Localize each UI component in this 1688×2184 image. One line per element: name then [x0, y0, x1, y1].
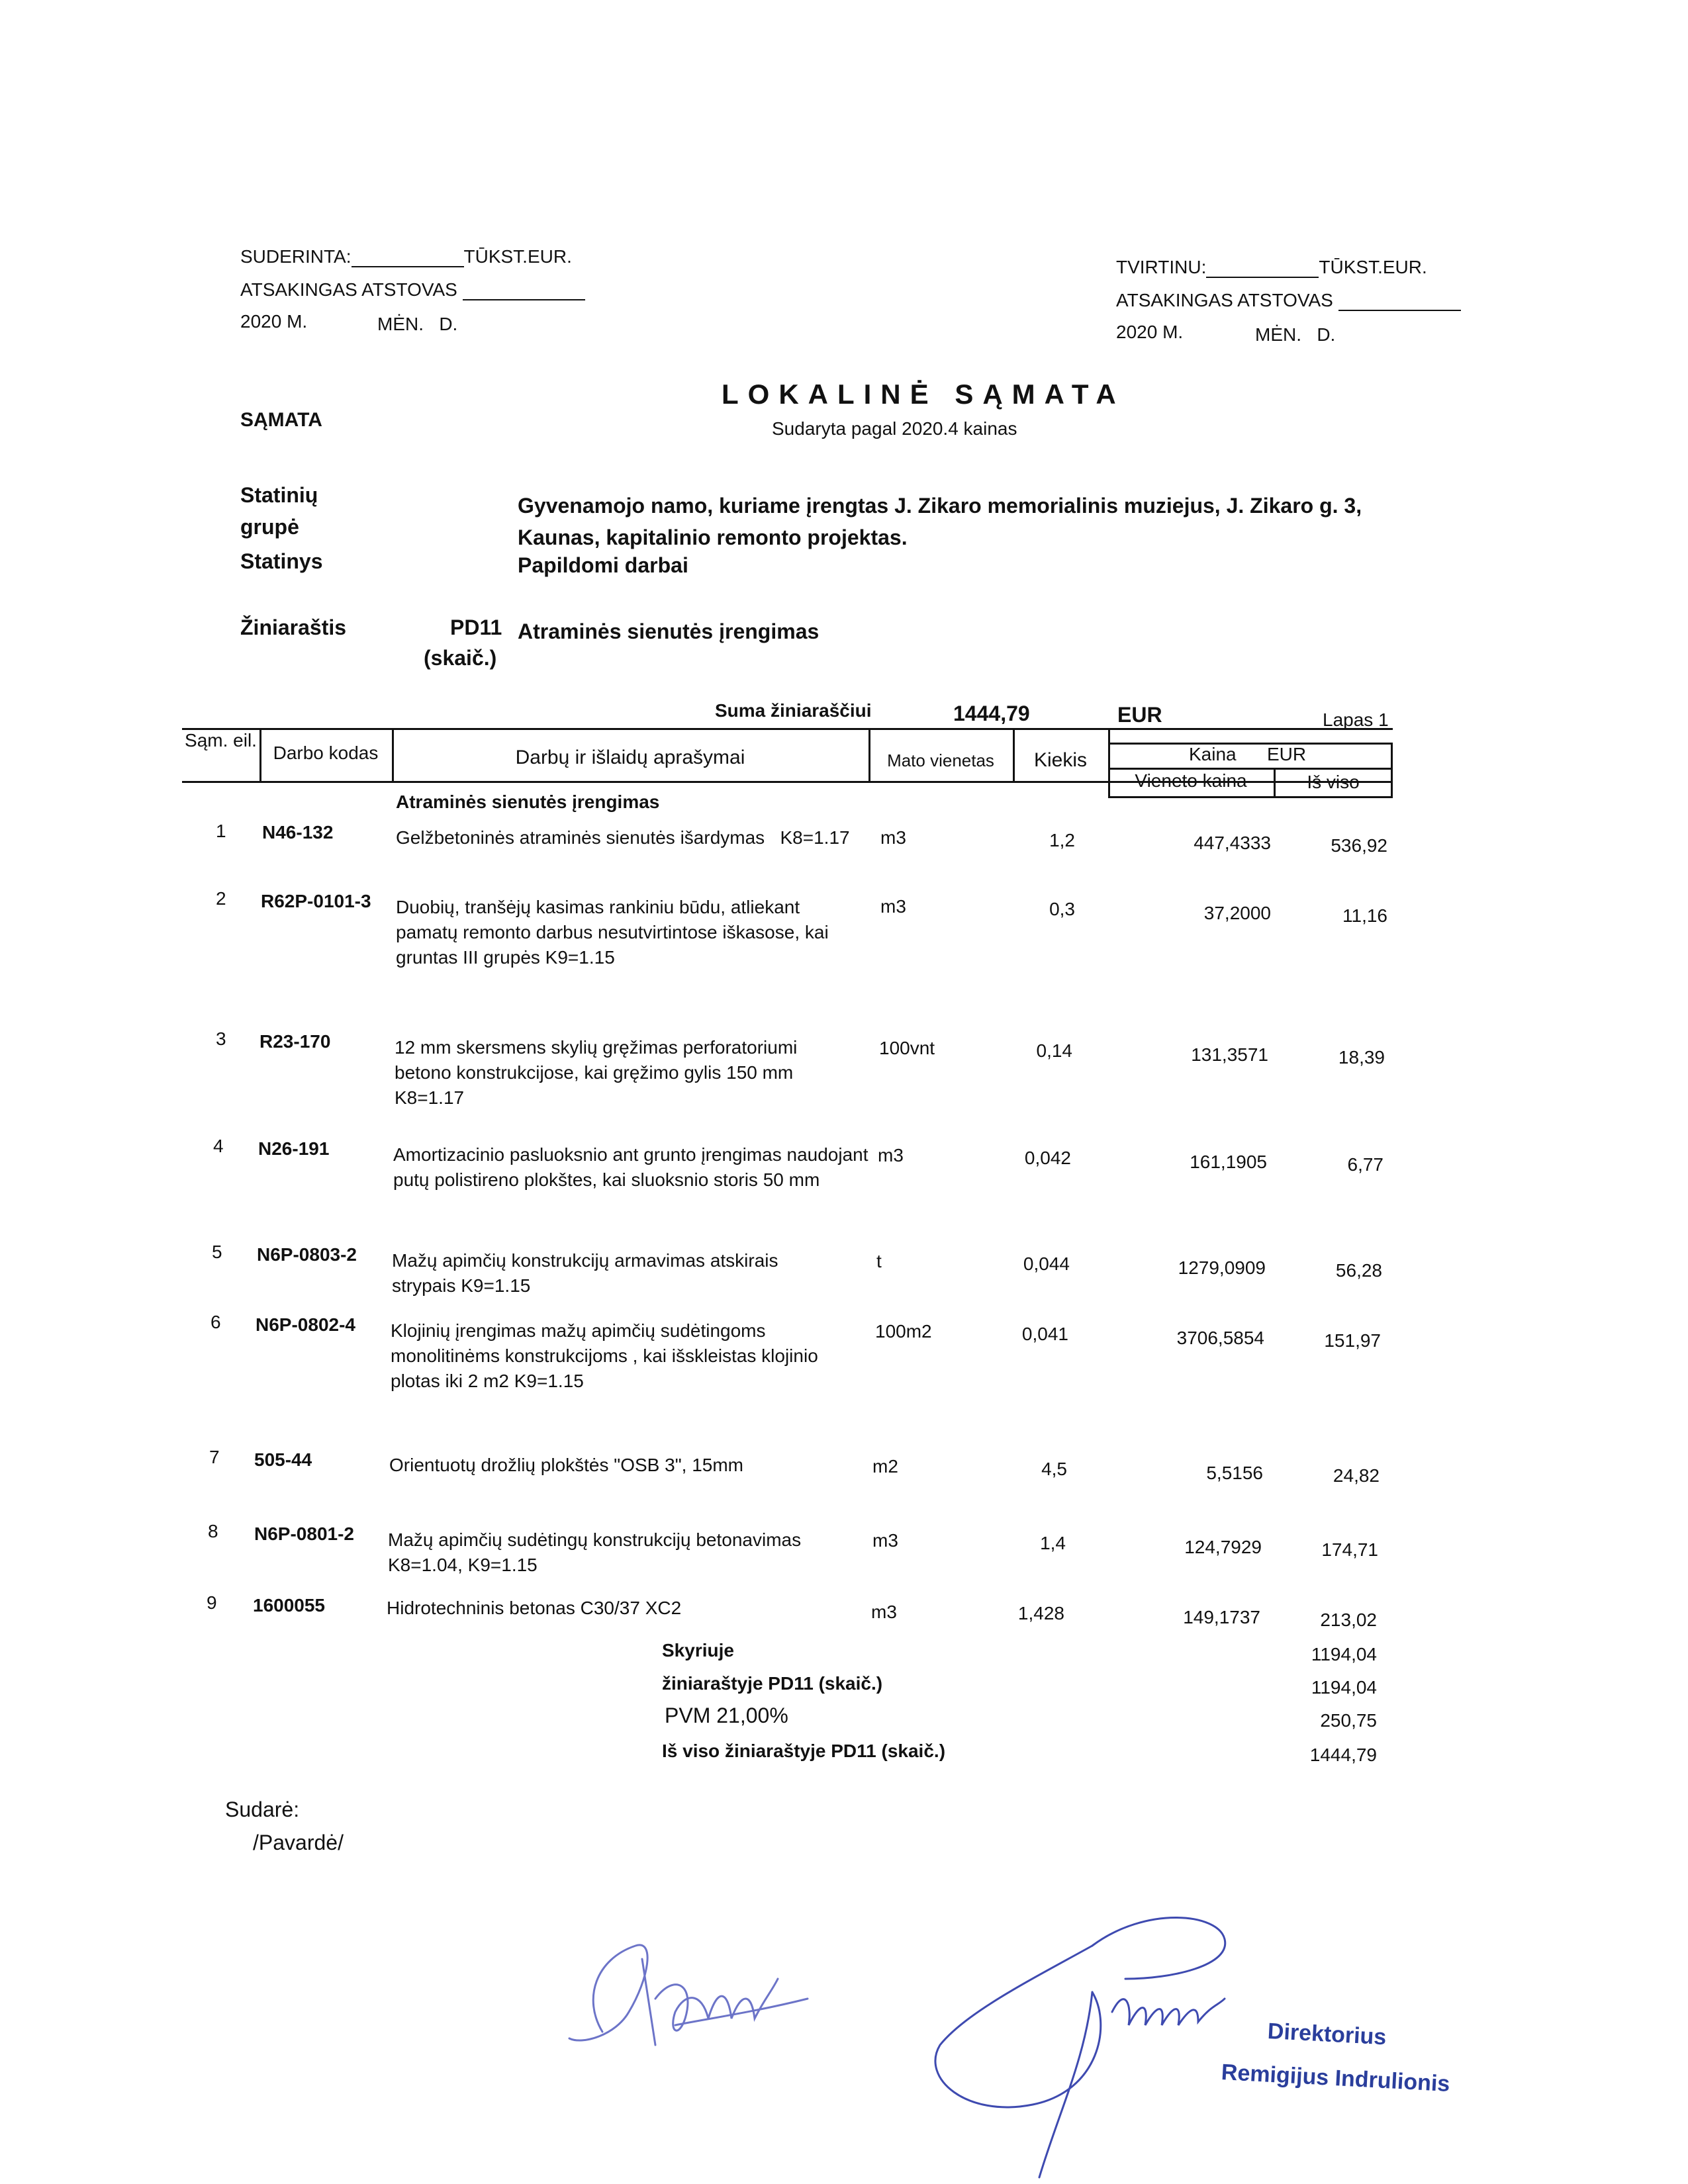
signature-right	[927, 1893, 1258, 2184]
row-unit-price: 124,7929	[1184, 1537, 1262, 1557]
row-code: 505-44	[254, 1449, 312, 1470]
row-unit: t	[876, 1251, 882, 1271]
row-unit: 100m2	[875, 1321, 932, 1342]
total-value: 1444,79	[1309, 1745, 1377, 1765]
header-unit: Mato vienetas	[887, 751, 994, 770]
row-total: 24,82	[1333, 1465, 1380, 1486]
row-code: R62P-0101-3	[261, 891, 371, 911]
row-unit-price: 5,5156	[1206, 1463, 1263, 1483]
approval-left-year: 2020 M.	[240, 311, 308, 332]
row-code: R23-170	[259, 1031, 331, 1052]
section-title: Atraminės sienutės įrengimas	[396, 792, 660, 812]
row-description: Duobių, tranšėjų kasimas rankiniu būdu, atliekant pamatų remonto darbus nesutvirtintose iškasose, kai gruntas III grupės K9=1.15	[396, 897, 829, 968]
total-label: Skyriuje	[662, 1640, 734, 1661]
row-unit-price: 131,3571	[1191, 1044, 1268, 1065]
row-nr: 2	[216, 888, 226, 909]
samata-label: SĄMATA	[240, 409, 322, 431]
row-unit: m3	[880, 896, 906, 917]
row-unit: 100vnt	[879, 1038, 935, 1058]
row-code: N46-132	[262, 822, 334, 842]
row-qty: 0,042	[1024, 1148, 1071, 1168]
header-total: Iš viso	[1307, 772, 1360, 792]
row-unit-price: 37,2000	[1203, 903, 1271, 923]
summary-amount: 1444,79	[953, 702, 1030, 725]
row-unit-price: 149,1737	[1183, 1607, 1260, 1627]
row-qty: 1,4	[1040, 1533, 1066, 1553]
row-description: Hidrotechninis betonas C30/37 XC2	[387, 1598, 682, 1618]
row-total: 56,28	[1335, 1260, 1382, 1281]
header-qty: Kiekis	[1033, 749, 1088, 771]
row-total: 18,39	[1338, 1047, 1385, 1068]
row-total: 11,16	[1342, 905, 1387, 926]
row-nr: 5	[212, 1242, 222, 1262]
page-subtitle: Sudaryta pagal 2020.4 kainas	[772, 418, 1017, 439]
row-code: N6P-0802-4	[256, 1314, 355, 1335]
total-label: PVM 21,00%	[665, 1704, 788, 1727]
header-code: Darbo kodas	[273, 743, 379, 763]
row-total: 6,77	[1347, 1154, 1383, 1175]
header-price-currency: EUR	[1267, 744, 1307, 764]
row-description: Klojinių įrengimas mažų apimčių sudėtingoms monolitinėms konstrukcijoms , kai išskleistas klojinio plotas iki 2 m2 K9=1.15	[391, 1320, 818, 1391]
row-nr: 6	[211, 1312, 221, 1332]
row-unit: m3	[871, 1602, 897, 1622]
total-label: žiniaraštyje PD11 (skaič.)	[662, 1673, 883, 1694]
row-qty: 0,041	[1021, 1324, 1068, 1344]
row-unit: m2	[872, 1456, 898, 1477]
row-qty: 0,14	[1036, 1040, 1072, 1061]
row-unit: m3	[872, 1530, 898, 1551]
stamp-title: Direktorius	[1267, 2019, 1387, 2050]
approval-right-line1: TVIRTINU: TŪKST.EUR.	[1116, 257, 1427, 277]
total-label: Iš viso žiniaraštyje PD11 (skaič.)	[662, 1741, 946, 1761]
row-description: Mažų apimčių konstrukcijų armavimas atskirais strypais K9=1.15	[392, 1250, 778, 1296]
row-code: 1600055	[253, 1595, 326, 1615]
row-qty: 0,3	[1049, 899, 1075, 919]
row-nr: 7	[209, 1447, 220, 1467]
group-label-line2: grupė	[240, 515, 299, 539]
surname-placeholder: /Pavardė/	[253, 1831, 344, 1854]
total-value: 250,75	[1320, 1710, 1377, 1731]
page-number: Lapas 1	[1323, 709, 1389, 730]
group-label-line1: Statinių	[240, 483, 318, 507]
page-title: LOKALINĖ SĄMATA	[722, 379, 1125, 410]
approval-left-line2: ATSAKINGAS ATSTOVAS	[240, 279, 585, 300]
row-total: 536,92	[1331, 835, 1387, 856]
ziniarastis-label: Žiniaraštis	[240, 615, 347, 639]
row-description: Amortizacinio pasluoksnio ant grunto įrengimas naudojant putų polistireno plokštes, kai sluoksnio storis 50 mm	[393, 1144, 868, 1190]
row-code: N6P-0801-2	[254, 1524, 354, 1544]
row-total: 151,97	[1324, 1330, 1381, 1351]
row-unit-price: 447,4333	[1194, 833, 1271, 853]
total-value: 1194,04	[1311, 1644, 1377, 1664]
row-description: Gelžbetoninės atraminės sienutės išardymas K8=1.17	[396, 827, 850, 848]
row-unit-price: 3706,5854	[1176, 1328, 1264, 1348]
statinys-value: Papildomi darbai	[518, 553, 688, 577]
approval-right-month-day: MĖN. D.	[1255, 324, 1336, 345]
row-description: Mažų apimčių sudėtingų konstrukcijų betonavimas K8=1.04, K9=1.15	[388, 1529, 802, 1575]
row-total: 213,02	[1320, 1610, 1377, 1630]
compiled-by-label: Sudarė:	[225, 1797, 300, 1821]
row-code: N6P-0803-2	[257, 1244, 357, 1265]
total-value: 1194,04	[1311, 1677, 1377, 1698]
summary-label: Suma žiniaraščiui	[715, 700, 872, 721]
row-description: 12 mm skersmens skylių gręžimas perforatoriumi betono konstrukcijose, kai gręžimo gylis 150 mm K8=1.17	[395, 1037, 798, 1108]
ziniarastis-code2: (skaič.)	[424, 646, 497, 670]
row-code: N26-191	[258, 1138, 330, 1159]
row-description: Orientuotų drožlių plokštės "OSB 3", 15mm	[389, 1455, 743, 1475]
row-unit: m3	[880, 827, 906, 848]
statinys-label: Statinys	[240, 549, 323, 573]
summary-currency: EUR	[1117, 703, 1162, 727]
ziniarastis-value: Atraminės sienutės įrengimas	[518, 619, 820, 643]
stamp-name: Remigijus Indrulionis	[1221, 2060, 1451, 2097]
header-description: Darbų ir išlaidų aprašymai	[515, 747, 745, 768]
approval-left-line1: SUDERINTA: TŪKST.EUR.	[240, 246, 572, 267]
row-qty: 1,428	[1017, 1603, 1064, 1623]
row-unit: m3	[878, 1145, 904, 1165]
approval-left-month-day: MĖN. D.	[377, 314, 458, 334]
row-nr: 9	[207, 1592, 217, 1613]
row-unit-price: 1279,0909	[1178, 1257, 1266, 1278]
row-total: 174,71	[1321, 1539, 1378, 1560]
row-qty: 4,5	[1041, 1459, 1067, 1479]
signature-left	[543, 1919, 821, 2078]
row-nr: 4	[213, 1136, 224, 1156]
ziniarastis-code: PD11	[450, 615, 502, 639]
row-qty: 0,044	[1023, 1253, 1070, 1274]
group-value: Gyvenamojo namo, kuriame įrengtas J. Zikaro memorialinis muziejus, J. Zikaro g. 3, Kaunas, kapitalinio remonto projektas.	[518, 494, 1362, 549]
row-nr: 1	[216, 821, 226, 841]
row-unit-price: 161,1905	[1190, 1152, 1267, 1172]
approval-right-line2: ATSAKINGAS ATSTOVAS	[1116, 290, 1461, 311]
header-price: Kaina	[1189, 744, 1237, 764]
row-qty: 1,2	[1049, 830, 1075, 850]
header-nr: Sąm. eil.	[185, 730, 257, 751]
row-nr: 8	[208, 1521, 218, 1541]
row-nr: 3	[216, 1028, 226, 1049]
approval-right-year: 2020 M.	[1116, 322, 1184, 342]
header-unit-price: Vieneto kaina	[1135, 770, 1247, 791]
